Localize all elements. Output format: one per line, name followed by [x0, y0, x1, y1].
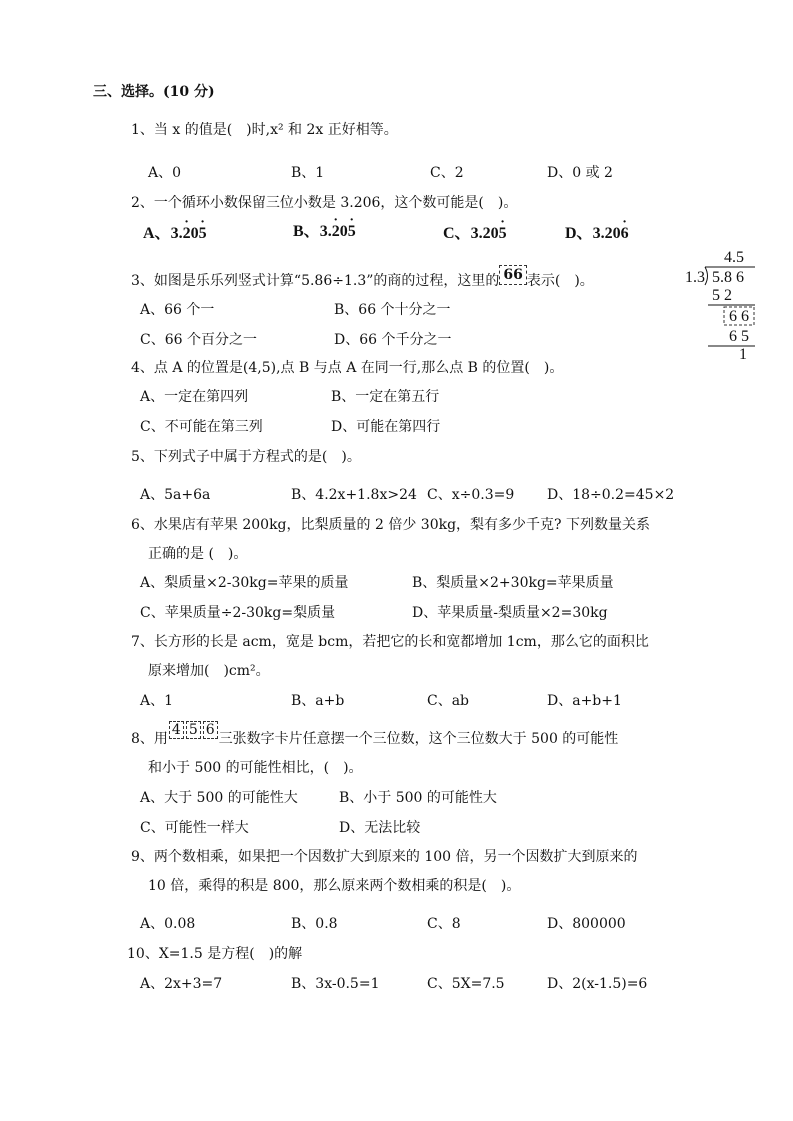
q4-option-b[interactable]: B、一定在第五行 — [331, 389, 440, 405]
q3-option-c[interactable]: C、66 个百分之一 — [140, 332, 257, 348]
q5-option-d[interactable]: D、18÷0.2=45×2 — [547, 487, 675, 503]
q2-c-prefix: 3.20 — [470, 225, 499, 242]
question-2-stem: 2、一个循环小数保留三位小数是 3.206，这个数可能是( )。 — [131, 195, 518, 211]
number-card-5: 5 — [186, 721, 201, 739]
q8-option-d[interactable]: D、无法比较 — [339, 820, 421, 836]
q3-option-a[interactable]: A、66 个一 — [140, 302, 215, 318]
division-remainder-2: 1 — [739, 346, 747, 363]
q5-option-c[interactable]: C、x÷0.3=9 — [427, 487, 515, 503]
division-divisor: 1.3 — [685, 269, 705, 286]
q2-b-mid: 0 — [339, 223, 348, 240]
division-remainder-1: 6 6 — [729, 308, 749, 325]
question-8-stem-line-1 — [131, 722, 619, 749]
q3-option-d[interactable]: D、66 个千分之一 — [334, 332, 452, 348]
q4-option-d[interactable]: D、可能在第四行 — [331, 419, 441, 435]
question-9-stem-line-2: 10 倍，乘得的积是 800，那么原来两个数相乘的积是( )。 — [148, 878, 521, 894]
q2-a-repeat-end: · 5 — [199, 224, 207, 244]
q3-option-b[interactable]: B、66 个十分之一 — [334, 302, 451, 318]
q8-option-a[interactable]: A、大于 500 的可能性大 — [140, 790, 298, 806]
question-6-stem-line-2: 正确的是 ( )。 — [148, 546, 248, 562]
q2-b-prefix: 3. — [319, 223, 332, 240]
q1-option-b[interactable]: B、1 — [291, 165, 325, 181]
q4-option-c[interactable]: C、不可能在第三列 — [140, 419, 263, 435]
q10-option-b[interactable]: B、3x-0.5=1 — [291, 976, 380, 992]
q7-option-a[interactable]: A、1 — [140, 693, 174, 709]
question-10-stem: 10、X=1.5 是方程( )的解 — [127, 946, 303, 962]
question-8-stem-line-2: 和小于 500 的可能性相比，( )。 — [148, 760, 363, 776]
question-1-stem: 1、当 x 的值是( )时,x² 和 2x 正好相等。 — [131, 122, 398, 138]
q9-option-a[interactable]: A、0.08 — [140, 916, 196, 932]
q2-a-repeat-start: · 2 — [183, 224, 191, 244]
q7-option-b[interactable]: B、a+b — [291, 693, 345, 709]
q2-option-b[interactable] — [293, 222, 356, 242]
question-7-stem-line-2: 原来增加( )cm²。 — [148, 663, 270, 679]
q3-highlight-box: 66 — [499, 265, 526, 285]
q6-option-a[interactable]: A、梨质量×2-30kg=苹果的质量 — [140, 575, 349, 591]
q9-option-d[interactable]: D、800000 — [547, 916, 626, 932]
q1-option-d[interactable]: D、0 或 2 — [547, 165, 613, 181]
q1-option-a[interactable]: A、0 — [148, 165, 182, 181]
q9-option-c[interactable]: C、8 — [427, 916, 461, 932]
q7-option-c[interactable]: C、ab — [427, 693, 470, 709]
q4-option-a[interactable]: A、一定在第四列 — [140, 389, 249, 405]
section-title: 三、选择。(10 分) — [93, 84, 215, 100]
q6-option-b[interactable]: B、梨质量×2+30kg=苹果质量 — [412, 575, 614, 591]
q5-option-a[interactable]: A、5a+6a — [140, 487, 211, 503]
number-card-6: 6 — [203, 721, 218, 739]
q6-option-c[interactable]: C、苹果质量÷2-30kg=梨质量 — [140, 605, 336, 621]
q1-option-c[interactable]: C、2 — [430, 165, 464, 181]
q2-d-repeat: · 6 — [621, 224, 629, 244]
q8-stem-prefix: 8、用 — [131, 731, 168, 747]
q10-option-c[interactable]: C、5X=7.5 — [427, 976, 505, 992]
q2-option-c[interactable] — [443, 224, 507, 244]
division-dividend: 5.8 6 — [712, 269, 744, 286]
q3-stem-part-2: 表示( )。 — [526, 273, 594, 289]
q3-stem-part-1: 3、如图是乐乐列竖式计算“5.86÷1.3”的商的过程，这里的 — [131, 273, 500, 289]
q2-option-a-label: A、 — [143, 225, 171, 242]
question-9-stem-line-1: 9、两个数相乘，如果把一个因数扩大到原来的 100 倍，另一个因数扩大到原来的 — [131, 849, 638, 865]
q10-option-d[interactable]: D、2(x-1.5)=6 — [547, 976, 648, 992]
q7-option-d[interactable]: D、a+b+1 — [547, 693, 622, 709]
q8-stem-text: 三张数字卡片任意摆一个三位数，这个三位数大于 500 的可能性 — [218, 731, 619, 747]
division-quotient: 4.5 — [724, 249, 744, 266]
q2-a-prefix: 3. — [170, 225, 183, 242]
q10-option-a[interactable]: A、2x+3=7 — [140, 976, 223, 992]
question-6-stem-line-1: 6、水果店有苹果 200kg，比梨质量的 2 倍少 30kg，梨有多少千克? 下列数量关系 — [131, 517, 650, 533]
q2-d-prefix: 3.20 — [592, 225, 621, 242]
q6-option-d[interactable]: D、苹果质量-梨质量×2=30kg — [412, 605, 608, 621]
q8-option-b[interactable]: B、小于 500 的可能性大 — [339, 790, 497, 806]
question-3-stem — [131, 267, 594, 291]
q2-option-d[interactable] — [565, 224, 629, 244]
q2-option-a[interactable] — [143, 224, 207, 244]
division-step-1: 5 2 — [712, 287, 732, 304]
q2-c-repeat: · 5 — [499, 224, 507, 244]
question-7-stem-line-1: 7、长方形的长是 acm，宽是 bcm，若把它的长和宽都增加 1cm，那么它的面积比 — [131, 634, 649, 650]
q2-option-d-label: D、 — [565, 225, 593, 242]
q2-option-b-label: B、 — [293, 223, 320, 240]
question-5-stem: 5、下列式子中属于方程式的是( )。 — [131, 449, 361, 465]
question-4-stem: 4、点 A 的位置是(4,5),点 B 与点 A 在同一行,那么点 B 的位置( )。 — [131, 360, 564, 376]
q2-a-mid: 0 — [190, 225, 199, 242]
division-step-2: 6 5 — [729, 328, 749, 345]
q9-option-b[interactable]: B、0.8 — [291, 916, 338, 932]
q2-b-repeat-start: · 2 — [332, 222, 340, 242]
q5-option-b[interactable]: B、4.2x+1.8x>24 — [291, 487, 417, 503]
q2-option-c-label: C、 — [443, 225, 471, 242]
q8-option-c[interactable]: C、可能性一样大 — [140, 820, 249, 836]
q2-b-repeat-end: · 5 — [348, 222, 356, 242]
number-card-4: 4 — [169, 721, 184, 739]
